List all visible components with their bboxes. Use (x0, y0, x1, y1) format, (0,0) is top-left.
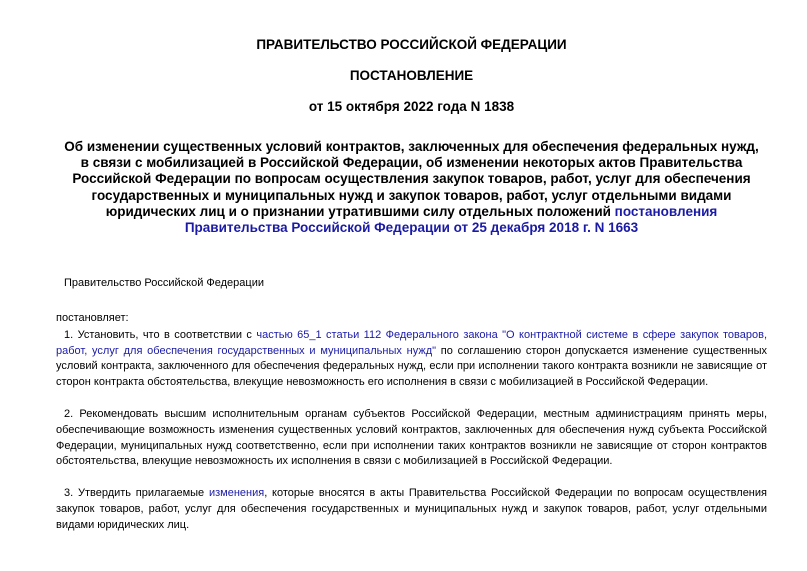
act-type-heading: ПОСТАНОВЛЕНИЕ (349, 68, 474, 83)
title-text: Об изменении существенных условий контрактов, заключенных для обеспечения федеральных нужд, в связи с мобилизацией в Российской Федерации, об изменении некоторых актов Правительства Российской Федерации по вопросам осуществления закупок товаров, работ, услуг для обеспечения государственных и муниципальных нужд и закупок товаров, работ, услуг отдельными видами юридических лиц и о признании утратившими силу отдельных положений (64, 139, 759, 219)
paragraph-3-text-start: 3. Утвердить прилагаемые (64, 487, 209, 500)
act-date-number: от 15 октября 2022 года N 1838 (308, 99, 515, 114)
paragraph-1 (56, 328, 767, 391)
paragraph-3-text-end: , которые вносятся в акты Правительства Российской Федерации по вопросам осуществления закупок товаров, работ, услуг для обеспечения государственных и муниципальных нужд и закупок товаров, работ, услуг отдельными видами юридических лиц. (56, 487, 767, 531)
title-decree-link[interactable]: постановления Правительства Российской Федерации от 25 декабря 2018 г. N 1663 (184, 203, 718, 236)
government-heading: ПРАВИТЕЛЬСТВО РОССИЙСКОЙ ФЕДЕРАЦИИ (256, 37, 567, 52)
document-title (56, 139, 767, 236)
issuer-line: Правительство Российской Федерации (64, 277, 264, 290)
resolves-line: постановляет: (56, 312, 129, 325)
paragraph-2: 2. Рекомендовать высшим исполнительным органам субъектов Российской Федерации, местным администрациям принять меры, обеспечивающие возможность изменения существенных условий контрактов, заключенных для обеспечения нужд субъекта Российской Федерации, муниципальных нужд соответственно, если при исполнении таких контрактов возникли не зависящие от сторон контрактов обстоятельства, влекущие невозможность их исполнения в связи с мобилизацией в Российской Федерации. (56, 408, 767, 468)
federal-law-link[interactable]: частью 65_1 статьи 112 Федерального закона "О контрактной системе в сфере закупок товаров, работ, услуг для обеспечения государственных и муниципальных нужд" (56, 328, 767, 357)
paragraph-3 (56, 486, 767, 533)
paragraph-1-text-end: по соглашению сторон допускается изменение существенных условий контракта, заключенного для обеспечения федеральных нужд, если при исполнении такого контракта возникли не зависящие от сторон контракта обстоятельства, влекущие невозможность его исполнения в связи с мобилизацией в Российской Федерации. (56, 344, 767, 389)
amendments-link[interactable]: изменения (208, 487, 265, 500)
paragraph-1-text-start: 1. Установить, что в соответствии с (64, 328, 257, 341)
